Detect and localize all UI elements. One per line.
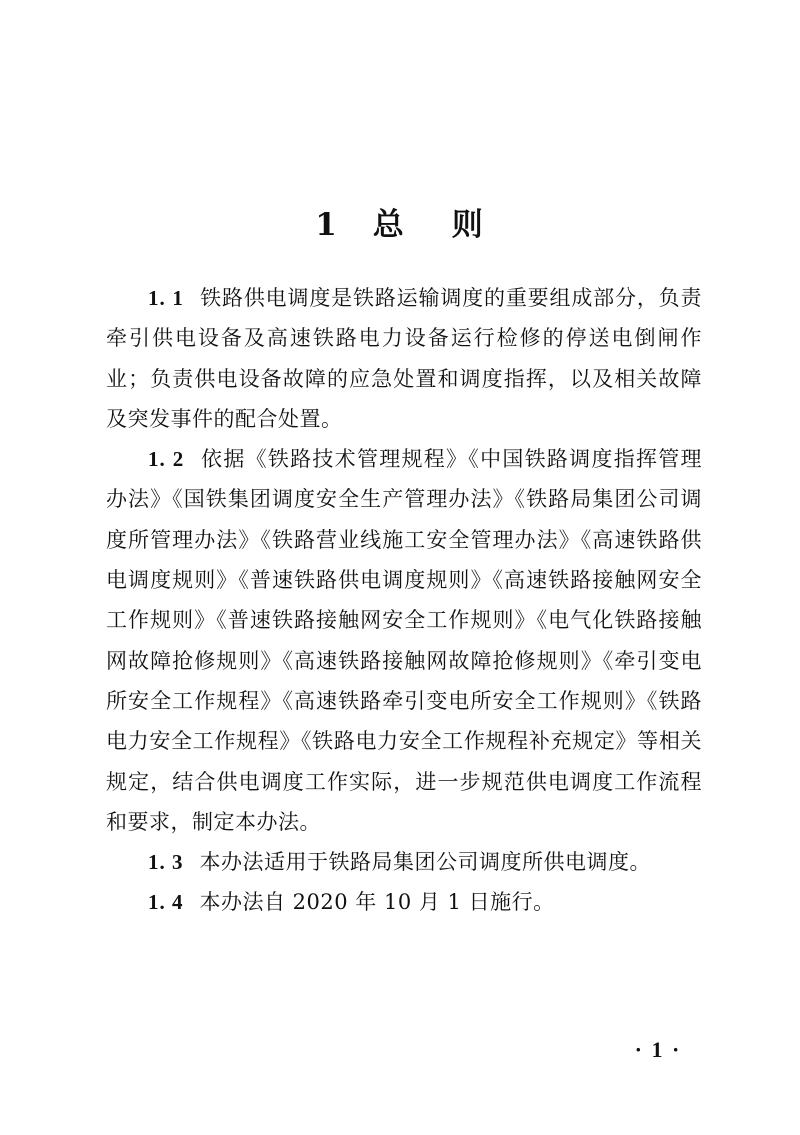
clause-text: 铁路供电调度是铁路运输调度的重要组成部分，负责牵引供电设备及高速铁路电力设备运行检修的停送电倒闸作业；负责供电设备故障的应急处置和调度指挥，以及相关故障及突发事件的配合处置。 <box>106 286 703 431</box>
clause-1-2 <box>106 439 702 842</box>
clause-text: 依据《铁路技术管理规程》《中国铁路调度指挥管理办法》《国铁集团调度安全生产管理办法》《铁路局集团公司调度所管理办法》《铁路营业线施工安全管理办法》《高速铁路供电调度规则》《普速铁路供电调度规则》《高速铁路接触网安全工作规则》《普速铁路接触网安全工作规则》《电气化铁路接触网故障抢修规则》《高速铁路接触网故障抢修规则》《牵引变电所安全工作规程》《高速铁路牵引变电所安全工作规则》《铁路电力安全工作规程》《铁路电力安全工作规程补充规定》等相关规定，结合供电调度工作实际，进一步规范供电调度工作流程和要求，制定本办法。 <box>106 447 703 834</box>
clause-1-3 <box>106 842 702 882</box>
clause-text: 本办法适用于铁路局集团公司调度所供电调度。 <box>199 850 651 875</box>
clause-number: 1. 4 <box>148 890 184 915</box>
clause-number: 1. 1 <box>148 286 184 310</box>
chapter-number: 1 <box>315 207 339 243</box>
clause-1-1 <box>106 278 702 439</box>
chapter-title-char-2: 则 <box>451 207 485 243</box>
chapter-title <box>0 200 800 250</box>
chapter-title-char-1: 总 <box>372 207 406 243</box>
clause-text: 本办法自 2020 年 10 月 1 日施行。 <box>199 890 555 915</box>
clause-1-4 <box>106 882 702 922</box>
chapter-body <box>106 278 702 923</box>
page-number: · 1 · <box>634 1037 682 1062</box>
clause-number: 1. 2 <box>148 447 185 472</box>
clause-number: 1. 3 <box>148 850 184 875</box>
